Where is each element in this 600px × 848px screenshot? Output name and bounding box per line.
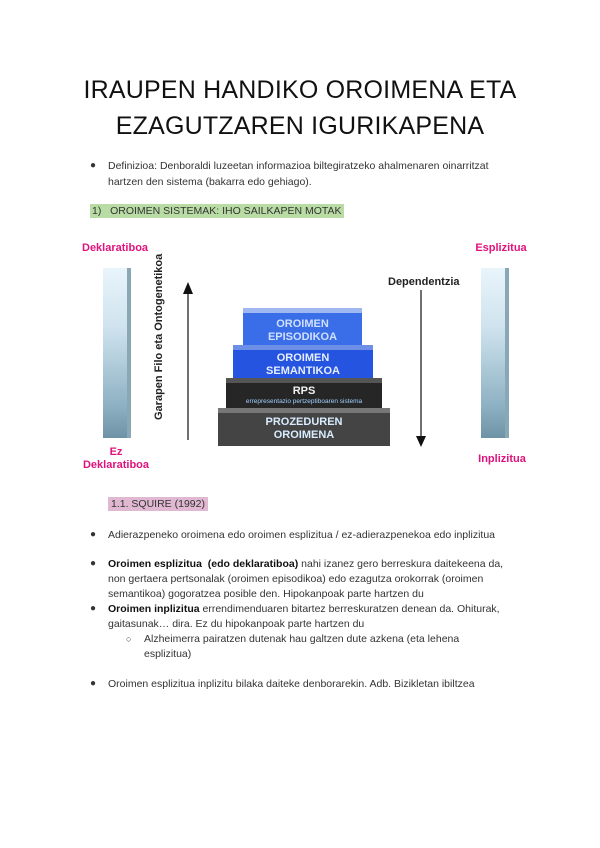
inplizitua-line1	[108, 602, 500, 616]
tier-episodikoa-line1: OROIMEN	[276, 318, 329, 330]
bullet-dot: ●	[90, 603, 97, 614]
definition-text: Definizioa: Denboraldi luzeetan informazioa biltegiratzeko ahalmenaren oinarritzat	[108, 160, 489, 172]
tier-top-face	[233, 345, 373, 350]
inplizitua-bold: Oroimen inplizitua	[108, 603, 200, 615]
definition-text-cont: hartzen den sistema (bakarra edo gehiago).	[108, 176, 312, 188]
tier-rps	[226, 378, 382, 412]
memory-diagram	[0, 230, 600, 480]
bullet-dot: ●	[90, 160, 97, 171]
section-1-label: 1) OROIMEN SISTEMAK: IHO SAILKAPEN MOTAK	[92, 205, 342, 217]
section-1-1-label: 1.1. SQUIRE (1992)	[108, 497, 208, 511]
title-line-1: IRAUPEN HANDIKO OROIMENA ETA	[83, 76, 517, 104]
alzheimer-line2: esplizitua)	[144, 648, 192, 660]
esplizitua-line3: semantikoa) gogoratzea posible den. Hipokanpoak parte hartzen du	[108, 588, 424, 600]
ez-label: Ez	[109, 446, 123, 458]
inplizitua-line2: gaitasunak… dira. Ez du hipokanpoak parte hartzen du	[108, 618, 365, 630]
section-1-heading	[90, 204, 344, 218]
tier-prozeduren	[218, 408, 390, 446]
ez-deklaratiboa-word: Deklaratiboa	[82, 459, 150, 471]
tier-top-face	[243, 308, 362, 313]
inplizitua-label: Inplizitua	[478, 453, 526, 465]
tier-semantikoa-line2: SEMANTIKOA	[266, 365, 340, 377]
tier-top-face	[218, 408, 390, 413]
tier-episodikoa-line2: EPISODIKOA	[267, 331, 338, 343]
tier-semantikoa	[233, 345, 373, 381]
esplizitua-line2: non gertaera pertsonalak (oroimen episodikoa) edo ezagutza orokorrak (oroimen	[108, 573, 484, 585]
garapen-axis-label: Garapen Filo eta Ontogenetikoa	[153, 253, 165, 420]
esplizitua-rest: nahi izanez gero berreskura daitekeena da,	[298, 558, 504, 570]
bullet-dot: ●	[90, 529, 97, 540]
tier-episodikoa	[243, 308, 362, 348]
page-title	[40, 72, 560, 144]
tier-rps-line1: RPS	[292, 385, 316, 397]
tier-top-face	[226, 378, 382, 383]
esplizitua-gradient-bar	[481, 268, 509, 438]
bullet-dot: ●	[90, 678, 97, 689]
title-line-2: EZAGUTZAREN IGURIKAPENA	[115, 112, 485, 140]
esplizitua-label: Esplizitua	[475, 242, 527, 254]
section-1-1-heading	[108, 497, 208, 511]
down-arrow-head	[416, 436, 426, 447]
inplizitua-rest: errendimenduaren bitartez berreskuratzen denean da. Ohiturak,	[199, 603, 500, 615]
alzheimer-line1: Alzheimerra pairatzen dutenak hau galtzen dute azkena (eta lehena	[144, 633, 460, 645]
esplizitua-line1	[108, 557, 503, 571]
up-arrow-head	[183, 282, 193, 294]
tier-rps-line2: errepresentazio pertzeptiboaren sistema	[245, 398, 363, 405]
tier-semantikoa-line1: OROIMEN	[276, 352, 330, 364]
tier-prozeduren-line1: PROZEDUREN	[265, 416, 343, 428]
esplizitua-bold: Oroimen esplizitua (edo deklaratiboa)	[108, 558, 299, 570]
deklaratiboa-label: Deklaratiboa	[82, 242, 149, 254]
bullet-dot: ●	[90, 558, 97, 569]
adierazpen-text: Adierazpeneko oroimena edo oroimen esplizitua / ez-adierazpenekoa edo inplizitua	[108, 529, 495, 541]
dependentzia-label: Dependentzia	[388, 276, 460, 288]
sub-bullet-circle: ○	[126, 634, 132, 644]
tier-prozeduren-line2: OROIMENA	[273, 429, 335, 441]
bizikleta-text: Oroimen esplizitua inplizitu bilaka daiteke denborarekin. Adb. Bizikletan ibiltzea	[108, 678, 475, 690]
